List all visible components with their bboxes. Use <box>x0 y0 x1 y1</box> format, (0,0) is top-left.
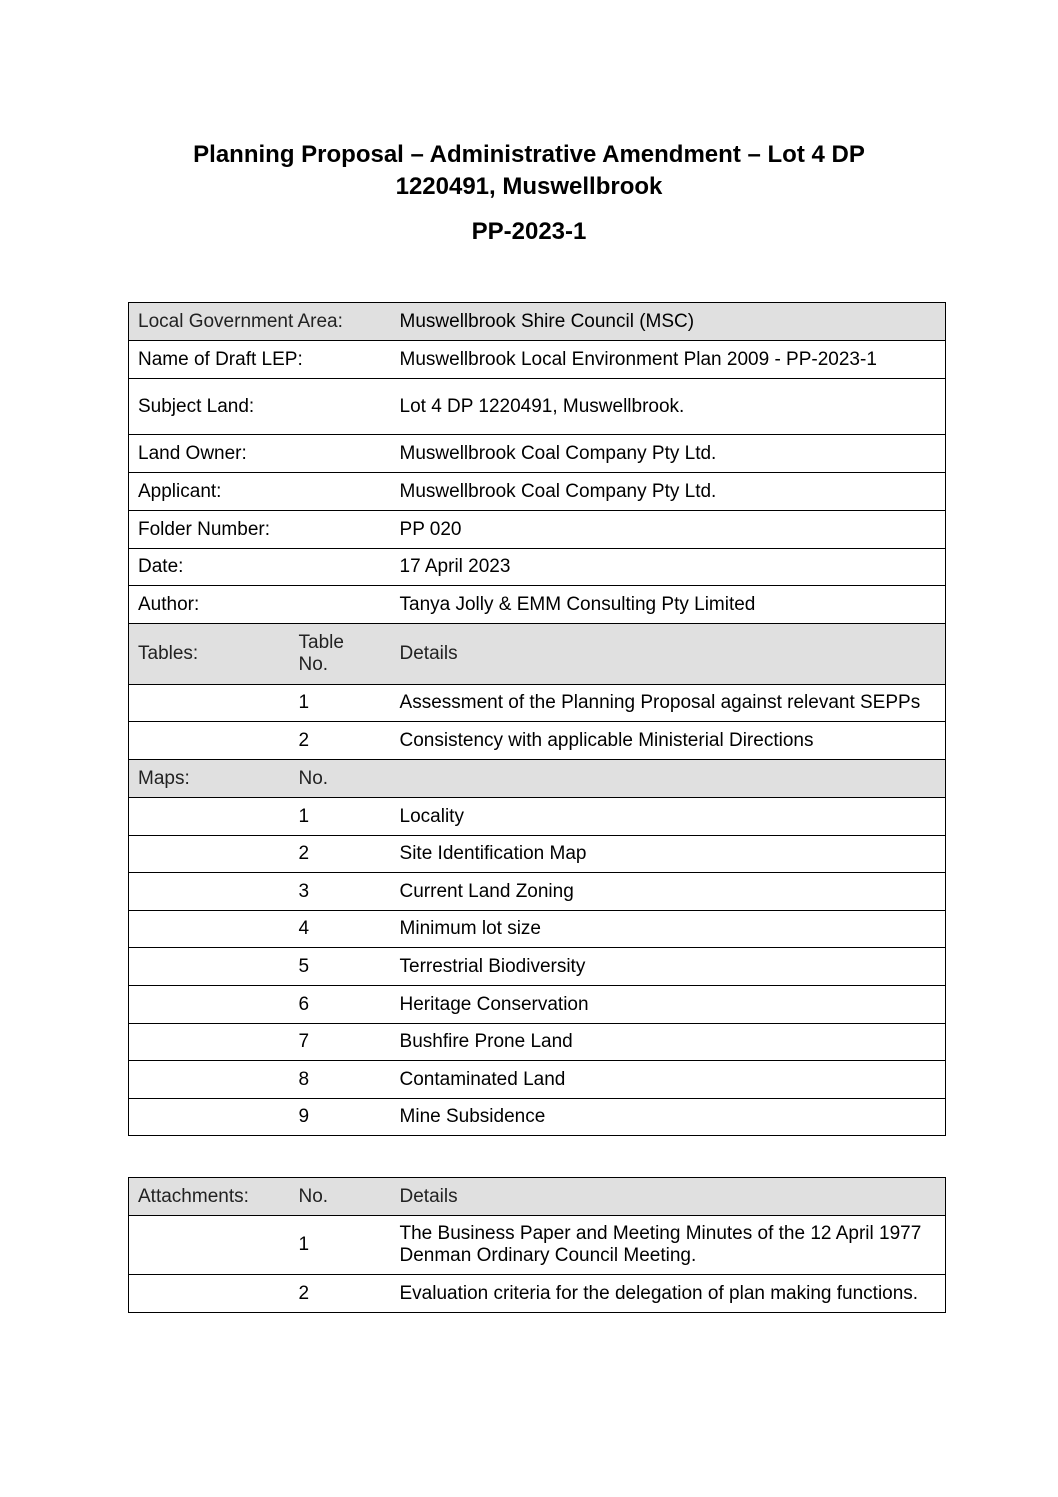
map-number: 9 <box>290 1099 391 1136</box>
info-row <box>129 303 946 341</box>
info-label: Applicant: <box>129 473 391 511</box>
map-number: 3 <box>290 873 391 911</box>
map-entry-row <box>129 1061 946 1099</box>
map-entry-row <box>129 1099 946 1136</box>
maps-header-row <box>129 760 946 798</box>
attachment-no-heading: No. <box>290 1178 391 1216</box>
info-row <box>129 341 946 379</box>
map-detail: Terrestrial Biodiversity <box>391 948 946 986</box>
map-entry-row <box>129 948 946 986</box>
map-number: 2 <box>290 836 391 873</box>
table-no-heading-line-1: Table <box>298 632 344 653</box>
empty-cell <box>391 760 946 798</box>
table-detail: Consistency with applicable Ministerial Directions <box>391 722 946 760</box>
map-number: 4 <box>290 911 391 948</box>
table-entry-row <box>129 685 946 722</box>
info-value: 17 April 2023 <box>391 549 946 586</box>
empty-cell <box>129 873 290 911</box>
info-label: Name of Draft LEP: <box>129 341 391 379</box>
attachments-header-row <box>129 1178 946 1216</box>
table-no-heading-line-2: No. <box>298 654 329 675</box>
empty-cell <box>129 1216 290 1275</box>
attachment-number: 1 <box>290 1216 391 1275</box>
document-title-line-2: 1220491, Muswellbrook <box>395 173 663 200</box>
attachment-detail-line-2: Denman Ordinary Council Meeting. <box>399 1245 697 1266</box>
info-value: Muswellbrook Coal Company Pty Ltd. <box>391 473 946 511</box>
info-label: Folder Number: <box>129 511 391 549</box>
attachments-label: Attachments: <box>129 1178 290 1216</box>
map-number: 6 <box>290 986 391 1024</box>
empty-cell <box>129 911 290 948</box>
empty-cell <box>129 1099 290 1136</box>
info-row <box>129 549 946 586</box>
map-no-heading: No. <box>290 760 391 798</box>
map-detail: Contaminated Land <box>391 1061 946 1099</box>
empty-cell <box>129 1061 290 1099</box>
info-row <box>129 511 946 549</box>
maps-label: Maps: <box>129 760 290 798</box>
map-detail: Current Land Zoning <box>391 873 946 911</box>
info-value: Muswellbrook Coal Company Pty Ltd. <box>391 435 946 473</box>
map-detail: Mine Subsidence <box>391 1099 946 1136</box>
info-label: Land Owner: <box>129 435 391 473</box>
info-value: PP 020 <box>391 511 946 549</box>
map-detail: Heritage Conservation <box>391 986 946 1024</box>
attachment-detail-line-1: The Business Paper and Meeting Minutes of the 12 April 1977 <box>399 1223 922 1244</box>
map-detail: Minimum lot size <box>391 911 946 948</box>
attachment-details-heading: Details <box>391 1178 946 1216</box>
tables-header-row <box>129 624 946 685</box>
map-entry-row <box>129 836 946 873</box>
info-value: Lot 4 DP 1220491, Muswellbrook. <box>391 379 946 435</box>
attachment-number: 2 <box>290 1275 391 1313</box>
map-entry-row <box>129 1024 946 1061</box>
empty-cell <box>129 722 290 760</box>
info-value: Tanya Jolly & EMM Consulting Pty Limited <box>391 586 946 624</box>
tables-details-heading: Details <box>391 624 946 685</box>
attachment-entry-row <box>129 1275 946 1313</box>
info-row <box>129 586 946 624</box>
map-number: 8 <box>290 1061 391 1099</box>
proposal-number: PP-2023-1 <box>471 218 587 245</box>
empty-cell <box>129 1275 290 1313</box>
info-label: Date: <box>129 549 391 586</box>
attachment-detail: Evaluation criteria for the delegation of plan making functions. <box>391 1275 946 1313</box>
table-number: 2 <box>290 722 391 760</box>
info-row <box>129 473 946 511</box>
table-detail: Assessment of the Planning Proposal against relevant SEPPs <box>391 685 946 722</box>
map-entry-row <box>129 986 946 1024</box>
attachment-entry-row <box>129 1216 946 1275</box>
map-entry-row <box>129 798 946 836</box>
proposal-details-table <box>128 302 946 1136</box>
info-label: Subject Land: <box>129 379 391 435</box>
empty-cell <box>129 986 290 1024</box>
map-number: 7 <box>290 1024 391 1061</box>
info-value: Muswellbrook Local Environment Plan 2009 - PP-2023-1 <box>391 341 946 379</box>
empty-cell <box>129 948 290 986</box>
map-entry-row <box>129 873 946 911</box>
info-row <box>129 379 946 435</box>
empty-cell <box>129 685 290 722</box>
document-title-line-1: Planning Proposal – Administrative Amendment – Lot 4 DP <box>193 141 865 168</box>
map-detail: Bushfire Prone Land <box>391 1024 946 1061</box>
attachments-table <box>128 1177 946 1313</box>
map-detail: Site Identification Map <box>391 836 946 873</box>
info-value: Muswellbrook Shire Council (MSC) <box>391 303 946 341</box>
table-number: 1 <box>290 685 391 722</box>
empty-cell <box>129 798 290 836</box>
info-label: Local Government Area: <box>129 303 391 341</box>
attachment-detail <box>391 1216 946 1275</box>
info-label: Author: <box>129 586 391 624</box>
tables-label: Tables: <box>129 624 290 685</box>
info-row <box>129 435 946 473</box>
map-number: 5 <box>290 948 391 986</box>
table-entry-row <box>129 722 946 760</box>
map-entry-row <box>129 911 946 948</box>
empty-cell <box>129 836 290 873</box>
map-number: 1 <box>290 798 391 836</box>
empty-cell <box>129 1024 290 1061</box>
table-no-heading <box>290 624 391 685</box>
map-detail: Locality <box>391 798 946 836</box>
